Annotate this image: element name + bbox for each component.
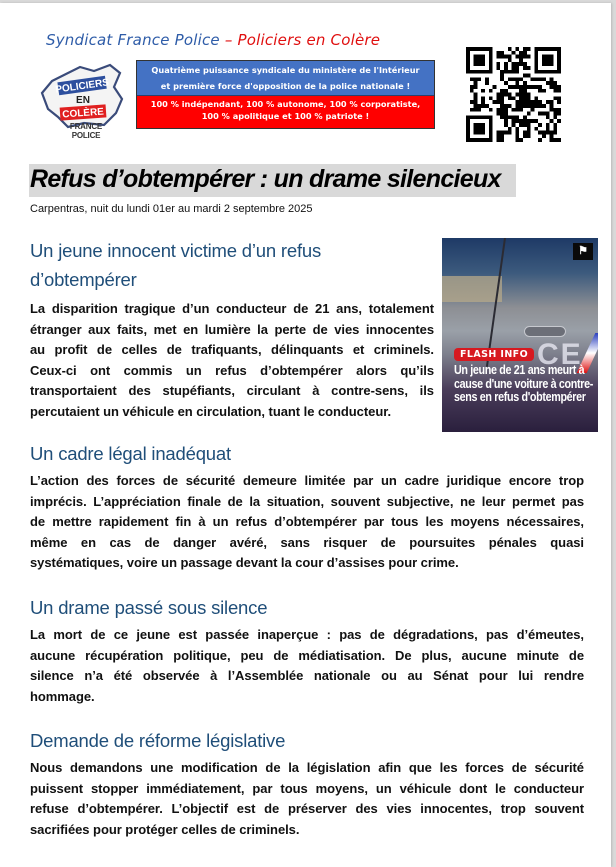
section-heading-1-line1: Un jeune innocent victime d’un refus: [30, 240, 322, 261]
paragraph-line: Ceux-ci ont commis un refus d’obtempérer alors qu’ils: [30, 362, 434, 378]
banner-red-line2: 100 % apolitique et 100 % patriote !: [201, 111, 370, 121]
logo-caption: FRANCE POLICE: [69, 122, 103, 140]
paragraph-line: au profit de celles de trafiquants, délinquants et criminels.: [30, 342, 434, 358]
section-heading-1-line2: d’obtempérer: [30, 269, 137, 290]
photo-police-lettering: CE: [537, 338, 583, 371]
logo-line2: EN: [76, 95, 90, 106]
photo-headline: Un jeune de 21 ans meurt à cause d'une voiture à contre-sens en refus d'obtempérer: [454, 363, 593, 404]
photo-building-reflection: [442, 276, 502, 302]
news-photo: [442, 238, 598, 432]
banner-blue-line2: et première force d'opposition de la police nationale !: [160, 81, 411, 91]
section-4-paragraph: [30, 758, 584, 840]
paragraph-line: percutaient un véhicule en circulation, tuant le conducteur.: [30, 403, 392, 419]
paragraph-line: transportaient des stupéfiants, circulant à contre-sens, ils: [30, 383, 434, 399]
section-heading-4: Demande de réforme législative: [30, 730, 286, 751]
paragraph-line: refuse d’obtempérer. L’objectif est de préserver des vies innocentes, trop souvent: [30, 801, 584, 817]
masthead-title: [46, 31, 436, 49]
paragraph-line: puissent stopper immédiatement, par tous moyens, un véhicule dont le conducteur: [30, 780, 584, 796]
paragraph-line: aucune récupération politique, peu de médiatisation. De plus, aucune minute de: [30, 647, 584, 663]
article-title: Refus d’obtempérer : un drame silencieux: [30, 165, 501, 193]
paragraph-line: hommage.: [30, 688, 95, 704]
masthead-org-name: Syndicat France Police: [46, 31, 220, 49]
paragraph-line: Nous demandons une modification de la législation afin que les forces de sécurité: [30, 760, 584, 775]
banner-blue-line1: Quatrième puissance syndicale du ministère de l'Intérieur: [151, 65, 420, 75]
flash-info-badge: FLASH INFO: [454, 348, 534, 361]
slogan-banner: [136, 60, 435, 129]
logo-line3: COLÈRE: [61, 106, 105, 121]
article-dateline: Carpentras, nuit du lundi 01er au mardi 2 septembre 2025: [30, 203, 313, 215]
section-3-paragraph: [30, 625, 584, 707]
section-heading-3: Un drame passé sous silence: [30, 597, 268, 618]
paragraph-line: systématiques, voire un passage devant la cour d’assises pour crime.: [30, 555, 459, 571]
flag-icon: ⚑: [573, 243, 593, 260]
document-page: [0, 3, 611, 867]
paragraph-line: silence n’a été observée à l’Assemblée nationale ou au Sénat pour lui rendre: [30, 668, 584, 684]
paragraph-line: de mettre rapidement fin à un refus d’obtempérer par tous les moyens nécessaires,: [30, 514, 584, 530]
banner-red-block: [137, 95, 434, 128]
logo-line1: POLICIERS: [54, 77, 110, 96]
masthead-movement-name: Policiers en Colère: [237, 31, 381, 49]
paragraph-line: sacrifiées pour protéger celles de criminels.: [30, 821, 300, 837]
paragraph-line: imprécis. L’appréciation finale de la situation, souvent subjective, ne leur permet pas: [30, 493, 584, 509]
paragraph-line: La mort de ce jeune est passée inaperçue : pas de dégradations, pas d’émeutes,: [30, 627, 584, 642]
paragraph-line: même en cas de danger avéré, sans risquer de poursuites pénales quasi: [30, 534, 584, 550]
banner-red-line1: 100 % indépendant, 100 % autonome, 100 % corporatiste,: [150, 99, 421, 109]
paragraph-line: étranger aux faits, met en lumière la perte de vies innocentes: [30, 321, 434, 337]
paragraph-line: L’action des forces de sécurité demeure limitée par un cadre juridique encore trop: [30, 473, 584, 488]
qr-code-icon[interactable]: [462, 47, 565, 142]
banner-blue-block: [137, 61, 434, 95]
section-2-paragraph: [30, 471, 584, 574]
section-1-paragraph: [30, 299, 434, 423]
section-heading-2: Un cadre légal inadéquat: [30, 443, 231, 464]
paragraph-line: La disparition tragique d’un conducteur de 21 ans, totalement: [30, 301, 434, 316]
masthead-separator: –: [219, 31, 238, 49]
photo-door-handle: [524, 326, 566, 337]
